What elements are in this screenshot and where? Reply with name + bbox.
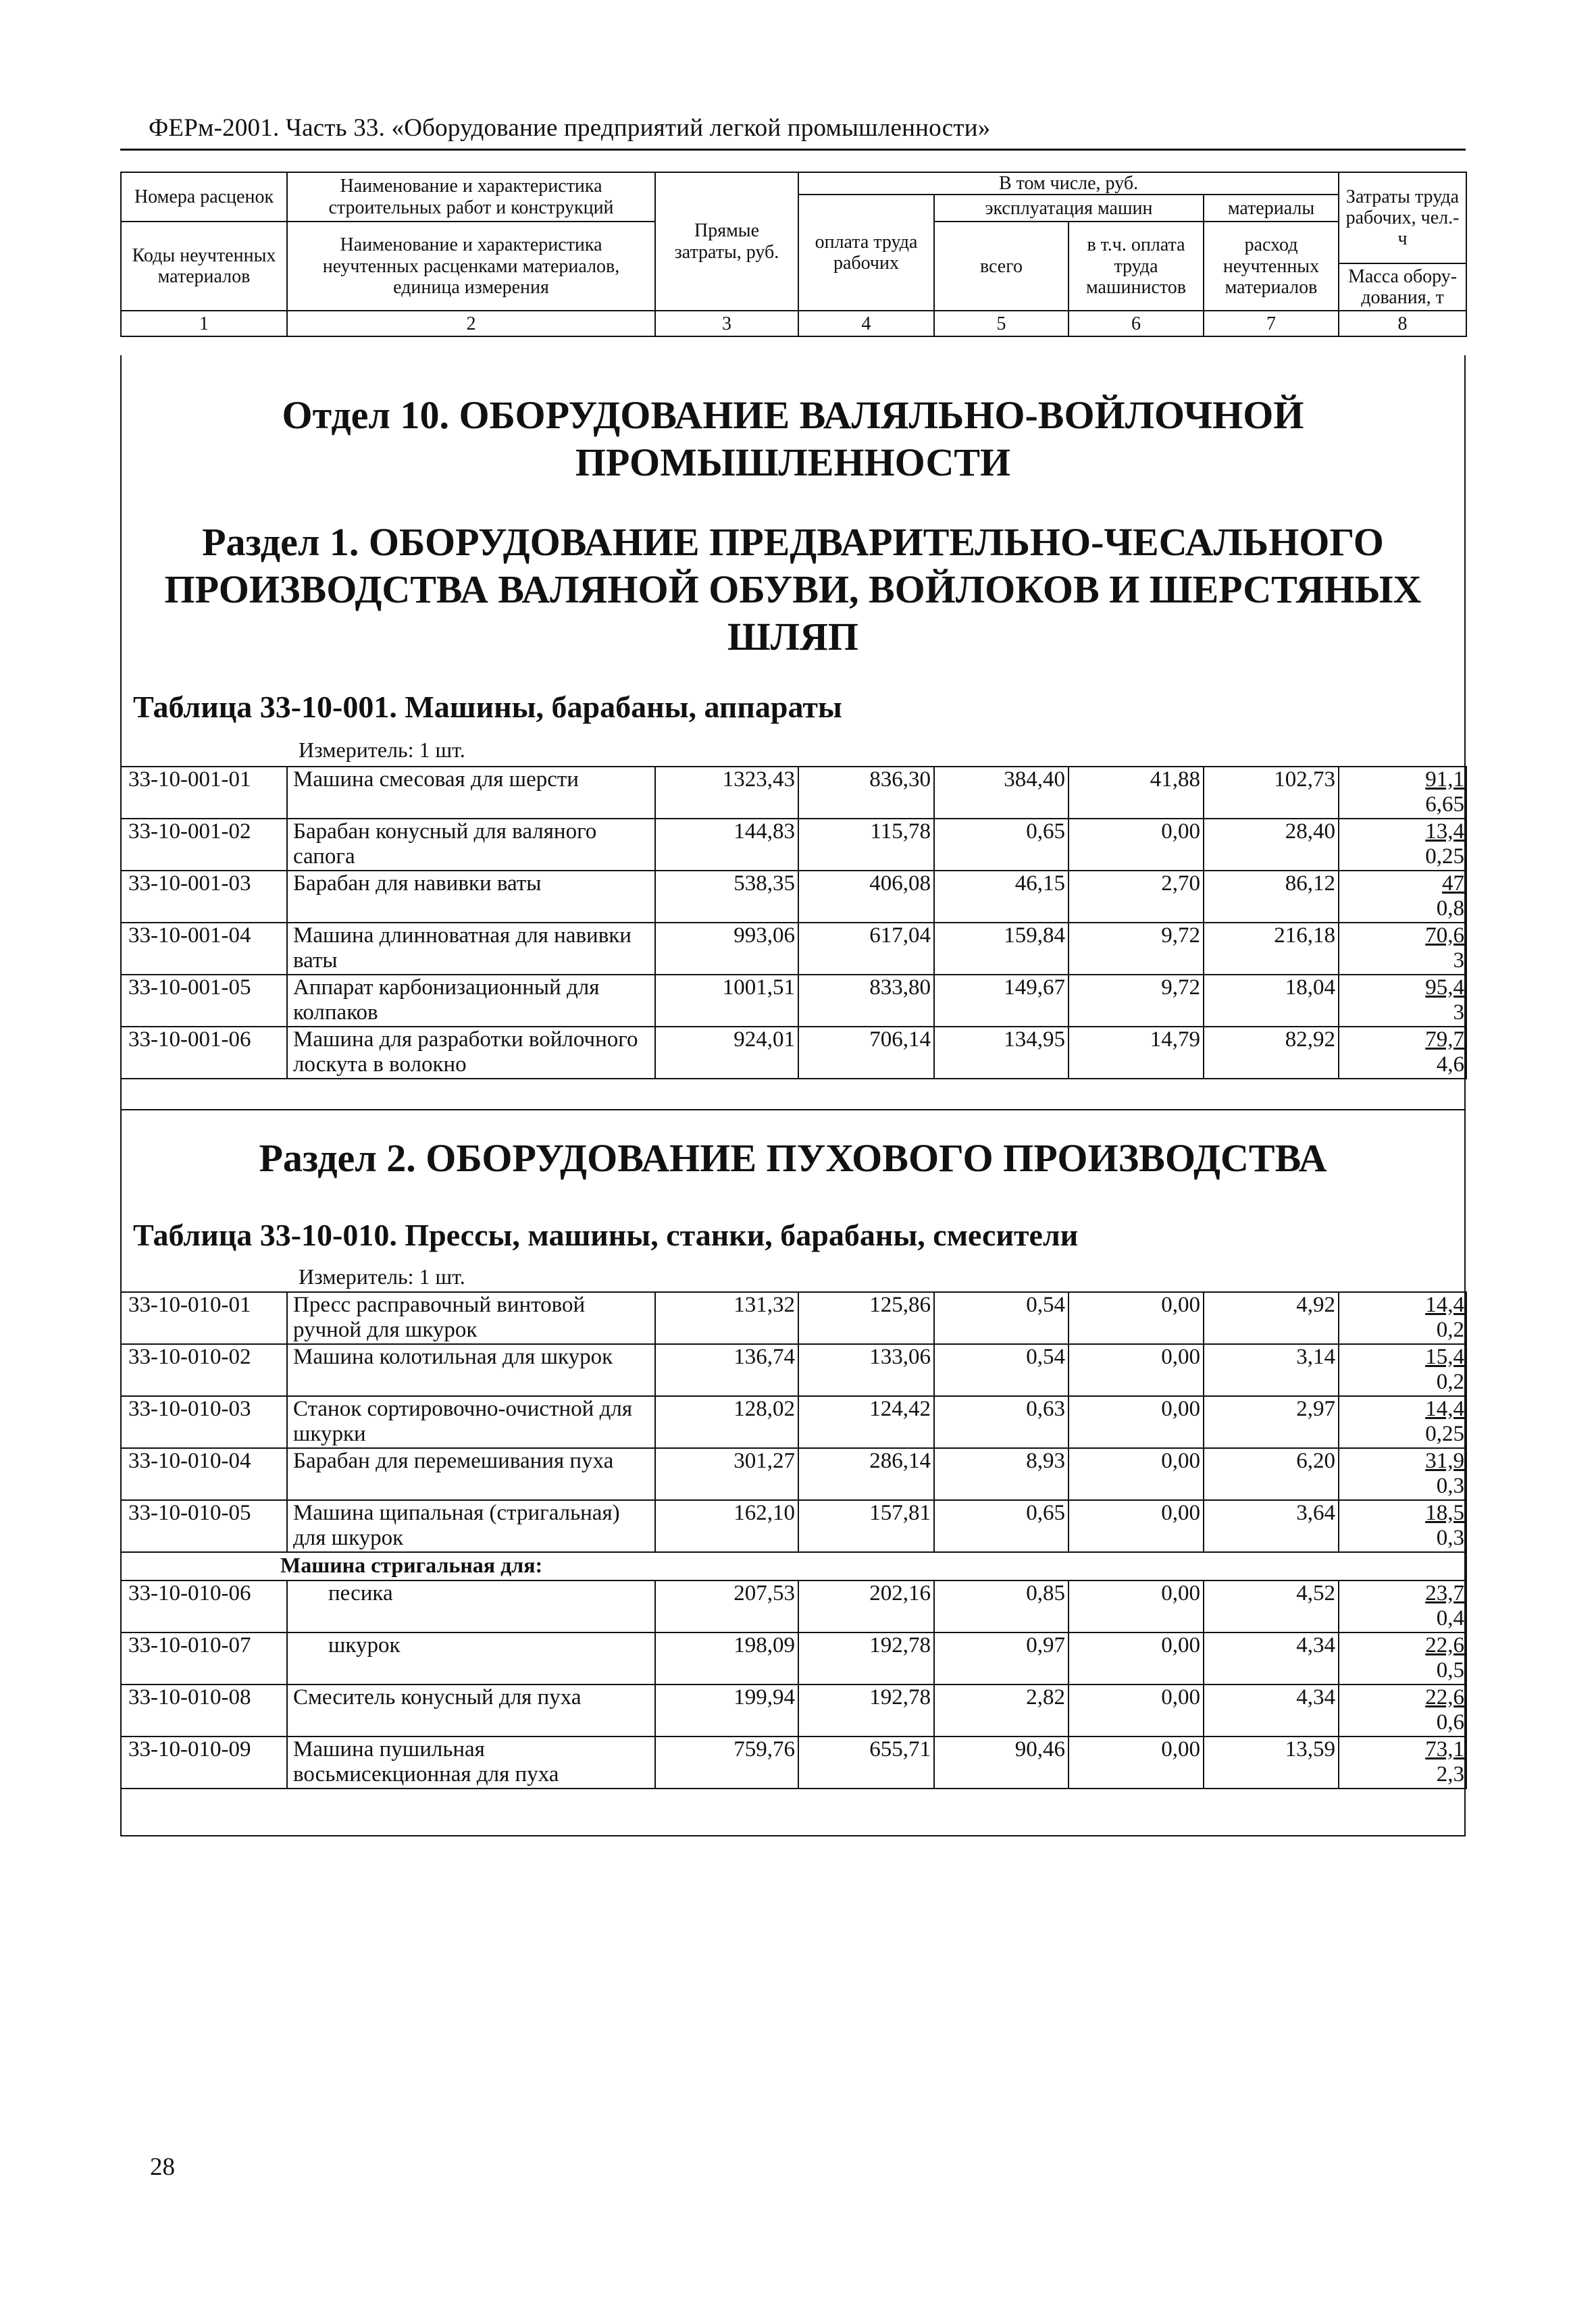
direct-costs-cell: 538,35 [655, 871, 798, 923]
worker-pay-cell: 286,14 [798, 1448, 934, 1500]
worker-pay-cell: 833,80 [798, 975, 934, 1027]
work-name-cell: Пресс расправочный винтовой ручной для шкурок [287, 1292, 655, 1344]
worker-pay-cell: 655,71 [798, 1737, 934, 1789]
labor-mass-cell [1339, 1737, 1466, 1789]
machines-total-cell: 46,15 [934, 871, 1069, 923]
labor-mass-cell [1339, 1685, 1466, 1737]
worker-pay-cell: 157,81 [798, 1500, 934, 1552]
machinists-pay-cell: 0,00 [1069, 819, 1204, 871]
labor-hours: 47 [1442, 871, 1464, 896]
page-number: 28 [150, 2153, 175, 2181]
machines-total-cell: 8,93 [934, 1448, 1069, 1500]
equipment-mass: 0,3 [1436, 1526, 1464, 1550]
rate-code-cell: 33-10-010-06 [121, 1580, 287, 1632]
labor-mass-cell [1339, 1580, 1466, 1632]
equipment-mass: 2,3 [1436, 1762, 1464, 1786]
rate-code-cell: 33-10-010-04 [121, 1448, 287, 1500]
header-material-codes: Коды неучтенных материалов [121, 222, 287, 311]
unit-of-measure: Измеритель: 1 шт. [299, 1264, 465, 1289]
rate-code-cell: 33-10-001-06 [121, 1027, 287, 1079]
labor-hours: 70,6 [1425, 923, 1464, 948]
labor-hours: 18,5 [1425, 1501, 1464, 1525]
rate-code-cell: 33-10-001-04 [121, 923, 287, 975]
work-name-cell: Машина пушильная восьмисекционная для пуха [287, 1737, 655, 1789]
header-material-description: Наименование и характеристика неучтенных расценками материалов, единица измерения [287, 222, 655, 311]
work-name-cell: Машина колотильная для шкурок [287, 1344, 655, 1396]
machines-total-cell: 0,65 [934, 819, 1069, 871]
labor-hours: 15,4 [1425, 1345, 1464, 1369]
equipment-mass: 0,2 [1436, 1370, 1464, 1394]
table-row [121, 1632, 1466, 1685]
column-number: 5 [934, 311, 1069, 336]
work-name-cell: Машина длинноватная для навивки ваты [287, 923, 655, 975]
table-row [121, 767, 1466, 819]
labor-hours: 91,1 [1425, 767, 1464, 792]
worker-pay-cell: 124,42 [798, 1396, 934, 1448]
direct-costs-cell: 207,53 [655, 1580, 798, 1632]
work-name-cell: Станок сортировочно-очистной для шкурки [287, 1396, 655, 1448]
column-header-table [120, 172, 1467, 337]
rate-code-cell: 33-10-010-09 [121, 1737, 287, 1789]
table-row [121, 1396, 1466, 1448]
table-row [121, 1500, 1466, 1552]
table-row [121, 1737, 1466, 1789]
labor-mass-cell [1339, 1632, 1466, 1685]
machinists-pay-cell: 0,00 [1069, 1396, 1204, 1448]
header-equipment-mass: Масса обору-дования, т [1339, 263, 1466, 311]
worker-pay-cell: 406,08 [798, 871, 934, 923]
work-name-cell: Машина щипальная (стригальная) для шкурок [287, 1500, 655, 1552]
machinists-pay-cell: 14,79 [1069, 1027, 1204, 1079]
labor-hours: 14,4 [1425, 1397, 1464, 1421]
unit-of-measure: Измеритель: 1 шт. [299, 738, 465, 762]
machines-total-cell: 149,67 [934, 975, 1069, 1027]
machines-total-cell: 0,54 [934, 1292, 1069, 1344]
direct-costs-cell: 136,74 [655, 1344, 798, 1396]
machinists-pay-cell: 0,00 [1069, 1448, 1204, 1500]
labor-hours: 13,4 [1425, 819, 1464, 844]
worker-pay-cell: 115,78 [798, 819, 934, 871]
materials-cost-cell: 82,92 [1204, 1027, 1339, 1079]
machines-total-cell: 384,40 [934, 767, 1069, 819]
labor-hours: 22,6 [1425, 1685, 1464, 1709]
direct-costs-cell: 198,09 [655, 1632, 798, 1685]
direct-costs-cell: 759,76 [655, 1737, 798, 1789]
rate-code-cell: 33-10-001-03 [121, 871, 287, 923]
equipment-mass: 0,25 [1425, 1422, 1464, 1446]
direct-costs-cell: 1001,51 [655, 975, 798, 1027]
header-unaccounted-materials: расход неучтенных материалов [1204, 222, 1339, 311]
machinists-pay-cell: 0,00 [1069, 1500, 1204, 1552]
worker-pay-cell: 192,78 [798, 1685, 934, 1737]
column-number: 6 [1069, 311, 1204, 336]
labor-mass-cell [1339, 871, 1466, 923]
table-row [121, 1292, 1466, 1344]
header-machinists-pay: в т.ч. оплата труда машинистов [1069, 222, 1204, 311]
page-header: ФЕРм-2001. Часть 33. «Оборудование предприятий легкой промышленности» [149, 114, 991, 142]
department-title: Отдел 10. ОБОРУДОВАНИЕ ВАЛЯЛЬНО-ВОЙЛОЧНОЙ ПРОМЫШЛЕННОСТИ [282, 393, 1304, 484]
equipment-mass: 0,8 [1436, 896, 1464, 921]
equipment-mass: 4,6 [1436, 1052, 1464, 1077]
subheading-row [121, 1552, 1466, 1580]
table-row [121, 1448, 1466, 1500]
subheading-label: Машина стригальная для: [121, 1552, 1466, 1580]
column-number: 7 [1204, 311, 1339, 336]
labor-mass-cell [1339, 1292, 1466, 1344]
labor-hours: 95,4 [1425, 975, 1464, 1000]
direct-costs-cell: 128,02 [655, 1396, 798, 1448]
labor-mass-cell [1339, 923, 1466, 975]
worker-pay-cell: 192,78 [798, 1632, 934, 1685]
direct-costs-cell: 162,10 [655, 1500, 798, 1552]
work-name-cell: Барабан для перемешивания пуха [287, 1448, 655, 1500]
machinists-pay-cell: 0,00 [1069, 1737, 1204, 1789]
rate-code-cell: 33-10-010-07 [121, 1632, 287, 1685]
table-row [121, 975, 1466, 1027]
rate-code-cell: 33-10-010-01 [121, 1292, 287, 1344]
machines-total-cell: 134,95 [934, 1027, 1069, 1079]
direct-costs-cell: 993,06 [655, 923, 798, 975]
materials-cost-cell: 4,52 [1204, 1580, 1339, 1632]
machines-total-cell: 0,63 [934, 1396, 1069, 1448]
equipment-mass: 3 [1453, 948, 1464, 973]
machines-total-cell: 0,85 [934, 1580, 1069, 1632]
direct-costs-cell: 1323,43 [655, 767, 798, 819]
labor-mass-cell [1339, 1344, 1466, 1396]
materials-cost-cell: 13,59 [1204, 1737, 1339, 1789]
work-name-cell: Аппарат карбонизационный для колпаков [287, 975, 655, 1027]
header-labor-costs: Затраты труда рабочих, чел.-ч [1339, 172, 1466, 263]
labor-hours: 73,1 [1425, 1737, 1464, 1762]
materials-cost-cell: 4,34 [1204, 1632, 1339, 1685]
labor-mass-cell [1339, 819, 1466, 871]
labor-mass-cell [1339, 1027, 1466, 1079]
header-rate-numbers: Номера расценок [121, 172, 287, 222]
table-row [121, 1344, 1466, 1396]
machinists-pay-cell: 9,72 [1069, 975, 1204, 1027]
equipment-mass: 0,6 [1436, 1710, 1464, 1734]
labor-mass-cell [1339, 975, 1466, 1027]
table-33-10-010 [120, 1291, 1467, 1789]
header-materials: материалы [1204, 195, 1339, 222]
direct-costs-cell: 131,32 [655, 1292, 798, 1344]
labor-hours: 23,7 [1425, 1581, 1464, 1605]
header-direct-costs: Прямые затраты, руб. [655, 172, 798, 311]
machines-total-cell: 0,65 [934, 1500, 1069, 1552]
worker-pay-cell: 836,30 [798, 767, 934, 819]
work-name-cell: Барабан для навивки ваты [287, 871, 655, 923]
machines-total-cell: 159,84 [934, 923, 1069, 975]
materials-cost-cell: 216,18 [1204, 923, 1339, 975]
machines-total-cell: 0,97 [934, 1632, 1069, 1685]
work-name-cell: Машина для разработки войлочного лоскута в волокно [287, 1027, 655, 1079]
section-2-title: Раздел 2. ОБОРУДОВАНИЕ ПУХОВОГО ПРОИЗВОДСТВА [259, 1136, 1327, 1180]
table-33-10-001-title: Таблица 33-10-001. Машины, барабаны, аппараты [133, 690, 842, 724]
machinists-pay-cell: 0,00 [1069, 1344, 1204, 1396]
column-number: 2 [287, 311, 655, 336]
worker-pay-cell: 133,06 [798, 1344, 934, 1396]
header-worker-pay: оплата труда рабочих [798, 195, 934, 311]
labor-hours: 22,6 [1425, 1633, 1464, 1657]
labor-hours: 14,4 [1425, 1293, 1464, 1317]
worker-pay-cell: 202,16 [798, 1580, 934, 1632]
table-row [121, 1027, 1466, 1079]
work-name-cell: песика [287, 1580, 655, 1632]
rate-code-cell: 33-10-010-08 [121, 1685, 287, 1737]
materials-cost-cell: 28,40 [1204, 819, 1339, 871]
materials-cost-cell: 4,34 [1204, 1685, 1339, 1737]
column-number: 8 [1339, 311, 1466, 336]
machinists-pay-cell: 2,70 [1069, 871, 1204, 923]
machinists-pay-cell: 0,00 [1069, 1580, 1204, 1632]
machines-total-cell: 90,46 [934, 1737, 1069, 1789]
table-33-10-010-title: Таблица 33-10-010. Прессы, машины, станки, барабаны, смесители [133, 1218, 1079, 1252]
machinists-pay-cell: 0,00 [1069, 1685, 1204, 1737]
materials-cost-cell: 6,20 [1204, 1448, 1339, 1500]
rate-code-cell: 33-10-001-01 [121, 767, 287, 819]
machines-total-cell: 0,54 [934, 1344, 1069, 1396]
equipment-mass: 0,3 [1436, 1474, 1464, 1498]
machinists-pay-cell: 0,00 [1069, 1292, 1204, 1344]
worker-pay-cell: 617,04 [798, 923, 934, 975]
header-rule [120, 149, 1466, 151]
work-name-cell: Барабан конусный для валяного сапога [287, 819, 655, 871]
table-row [121, 871, 1466, 923]
direct-costs-cell: 924,01 [655, 1027, 798, 1079]
equipment-mass: 0,25 [1425, 844, 1464, 869]
machinists-pay-cell: 0,00 [1069, 1632, 1204, 1685]
work-name-cell: шкурок [287, 1632, 655, 1685]
rate-code-cell: 33-10-010-03 [121, 1396, 287, 1448]
labor-mass-cell [1339, 767, 1466, 819]
labor-mass-cell [1339, 1448, 1466, 1500]
labor-mass-cell [1339, 1500, 1466, 1552]
materials-cost-cell: 3,14 [1204, 1344, 1339, 1396]
labor-hours: 79,7 [1425, 1027, 1464, 1052]
equipment-mass: 3 [1453, 1000, 1464, 1025]
labor-mass-cell [1339, 1396, 1466, 1448]
header-machine-operation: эксплуатация машин [934, 195, 1204, 222]
column-number: 1 [121, 311, 287, 336]
header-work-description: Наименование и характеристика строительных работ и конструкций [287, 172, 655, 222]
worker-pay-cell: 125,86 [798, 1292, 934, 1344]
header-including-group: В том числе, руб. [798, 172, 1339, 195]
equipment-mass: 0,4 [1436, 1606, 1464, 1630]
equipment-mass: 0,5 [1436, 1658, 1464, 1682]
table-row [121, 1580, 1466, 1632]
table-33-10-001 [120, 766, 1467, 1079]
section-divider [120, 1109, 1466, 1110]
materials-cost-cell: 4,92 [1204, 1292, 1339, 1344]
materials-cost-cell: 86,12 [1204, 871, 1339, 923]
machinists-pay-cell: 41,88 [1069, 767, 1204, 819]
section-1-title: Раздел 1. ОБОРУДОВАНИЕ ПРЕДВАРИТЕЛЬНО-ЧЕСАЛЬНОГО ПРОИЗВОДСТВА ВАЛЯНОЙ ОБУВИ, ВОЙЛОКОВ И ШЕРСТЯНЫХ ШЛЯП [164, 520, 1422, 659]
direct-costs-cell: 144,83 [655, 819, 798, 871]
direct-costs-cell: 301,27 [655, 1448, 798, 1500]
machines-total-cell: 2,82 [934, 1685, 1069, 1737]
rate-code-cell: 33-10-001-02 [121, 819, 287, 871]
column-number: 3 [655, 311, 798, 336]
header-machines-total: всего [934, 222, 1069, 311]
materials-cost-cell: 2,97 [1204, 1396, 1339, 1448]
rate-code-cell: 33-10-010-02 [121, 1344, 287, 1396]
direct-costs-cell: 199,94 [655, 1685, 798, 1737]
table-row [121, 819, 1466, 871]
labor-hours: 31,9 [1425, 1449, 1464, 1473]
column-number: 4 [798, 311, 934, 336]
rate-code-cell: 33-10-010-05 [121, 1500, 287, 1552]
materials-cost-cell: 18,04 [1204, 975, 1339, 1027]
table-row [121, 1685, 1466, 1737]
equipment-mass: 6,65 [1425, 792, 1464, 817]
work-name-cell: Смеситель конусный для пуха [287, 1685, 655, 1737]
equipment-mass: 0,2 [1436, 1318, 1464, 1342]
materials-cost-cell: 102,73 [1204, 767, 1339, 819]
materials-cost-cell: 3,64 [1204, 1500, 1339, 1552]
table-row [121, 923, 1466, 975]
work-name-cell: Машина смесовая для шерсти [287, 767, 655, 819]
worker-pay-cell: 706,14 [798, 1027, 934, 1079]
rate-code-cell: 33-10-001-05 [121, 975, 287, 1027]
machinists-pay-cell: 9,72 [1069, 923, 1204, 975]
